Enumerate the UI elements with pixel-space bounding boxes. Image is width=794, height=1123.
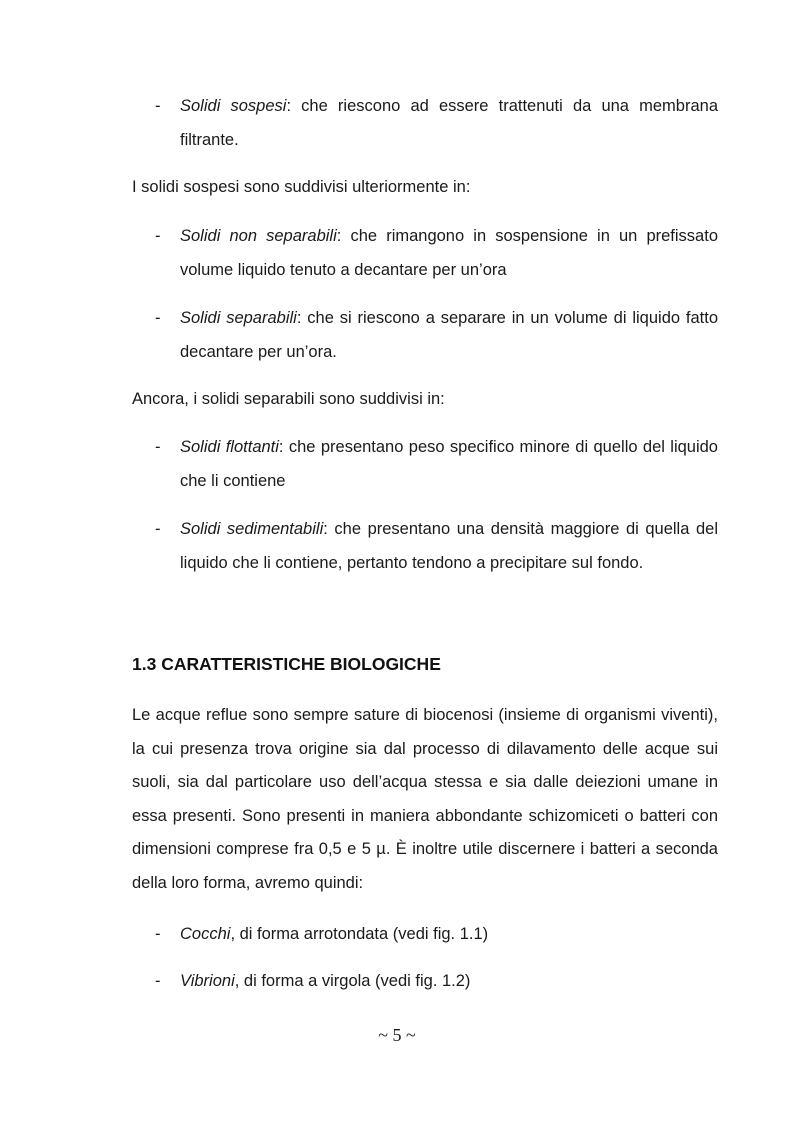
list-item-text: : che presentano una densità maggiore di quella del liquido che li contiene, pertanto tendono a precipitare sul fondo.: [180, 520, 718, 572]
list-item-text: , di forma a virgola (vedi fig. 1.2): [234, 972, 471, 990]
list-item-solidi-sospesi: [155, 90, 718, 157]
section-heading: 1.3 CARATTERISTICHE BIOLOGICHE: [132, 654, 441, 674]
list-item-cocchi: [155, 918, 718, 952]
paragraph-caratteristiche-biologiche: Le acque reflue sono sempre sature di biocenosi (insieme di organismi viventi), la cui presenza trova origine sia dal processo di dilavamento delle acque sui suoli, sia dal particolare uso dell’acqua stessa e sia dalle deiezioni umane in essa presenti. Sono presenti in maniera abbondante schizomiceti o batteri con dimensioni comprese fra 0,5 e 5 µ. È inoltre utile discernere i batteri a seconda della loro forma, avremo quindi:: [132, 706, 718, 892]
list-item-solidi-separabili: [155, 302, 718, 369]
list-item-term: Vibrioni: [180, 972, 235, 990]
list-item-term: Solidi sospesi: [180, 97, 287, 115]
page-number: ~ 5 ~: [378, 1025, 416, 1045]
list-item-text: : che presentano peso specifico minore di quello del liquido che li contiene: [180, 438, 718, 490]
list-item-solidi-sedimentabili: [155, 513, 718, 580]
list-bullet: -: [155, 925, 161, 943]
list-item-term: Solidi flottanti: [180, 438, 279, 456]
list-item-term: Solidi sedimentabili: [180, 520, 324, 538]
list-item-text: : che rimangono in sospensione in un prefissato volume liquido tenuto a decantare per un’ora: [180, 227, 718, 279]
paragraph-solidi-separabili-intro: Ancora, i solidi separabili sono suddivisi in:: [132, 390, 445, 408]
list-bullet: -: [155, 520, 161, 538]
list-item-solidi-non-separabili: [155, 220, 718, 287]
list-item-text: : che riescono ad essere trattenuti da una membrana filtrante.: [180, 97, 718, 149]
list-item-term: Solidi separabili: [180, 309, 297, 327]
list-bullet: -: [155, 309, 161, 327]
list-item-term: Cocchi: [180, 925, 231, 943]
list-item-text: : che si riescono a separare in un volume di liquido fatto decantare per un’ora.: [180, 309, 718, 361]
list-bullet: -: [155, 227, 161, 245]
list-bullet: -: [155, 438, 161, 456]
paragraph-solidi-sospesi-intro: I solidi sospesi sono suddivisi ulteriormente in:: [132, 178, 471, 196]
list-item-term: Solidi non separabili: [180, 227, 337, 245]
list-bullet: -: [155, 97, 161, 115]
list-bullet: -: [155, 972, 161, 990]
list-item-vibrioni: [155, 965, 718, 999]
list-item-text: , di forma arrotondata (vedi fig. 1.1): [230, 925, 489, 943]
list-item-solidi-flottanti: [155, 431, 718, 498]
